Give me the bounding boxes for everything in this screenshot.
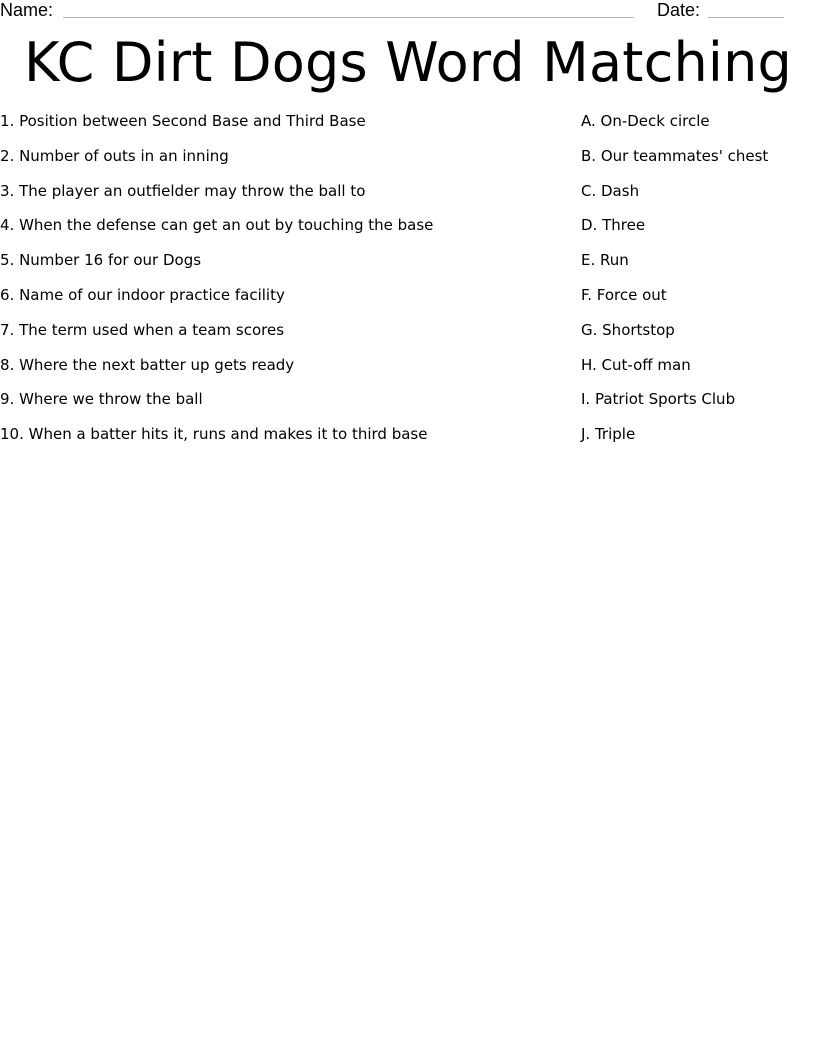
clue-item: 3. The player an outfielder may throw the ball to [0,181,366,200]
answer-item: E. Run [581,251,629,270]
answer-item: A. On-Deck circle [581,112,710,130]
answer-item: G. Shortstop [581,320,675,339]
clue-item: 8. Where the next batter up gets ready [0,355,295,374]
answer-item: I. Patriot Sports Club [581,390,736,409]
clue-item: 6. Name of our indoor practice facility [0,285,285,304]
answer-item: J. Triple [581,425,636,444]
name-label: Name: [0,0,54,20]
clue-item: 9. Where we throw the ball [0,390,203,409]
answer-item: C. Dash [581,181,640,200]
clue-item: 1. Position between Second Base and Third Base [0,112,366,130]
date-label: Date: [657,0,701,20]
page-title: KC Dirt Dogs Word Matching [23,31,793,94]
clue-item: 2. Number of outs in an inning [0,146,229,165]
clue-list [0,111,560,459]
clue-item: 5. Number 16 for our Dogs [0,251,202,270]
answer-item: D. Three [581,216,646,235]
name-blank-line [63,17,634,18]
answer-item: H. Cut-off man [581,355,691,374]
clue-item: 10. When a batter hits it, runs and makes it to third base [0,425,428,444]
answer-list [581,111,811,459]
answer-item: F. Force out [581,285,667,304]
date-blank-line [708,17,784,18]
worksheet-header [0,0,816,22]
answer-item: B. Our teammates' chest [581,146,769,165]
clue-item: 4. When the defense can get an out by touching the base [0,216,434,235]
clue-item: 7. The term used when a team scores [0,320,285,339]
